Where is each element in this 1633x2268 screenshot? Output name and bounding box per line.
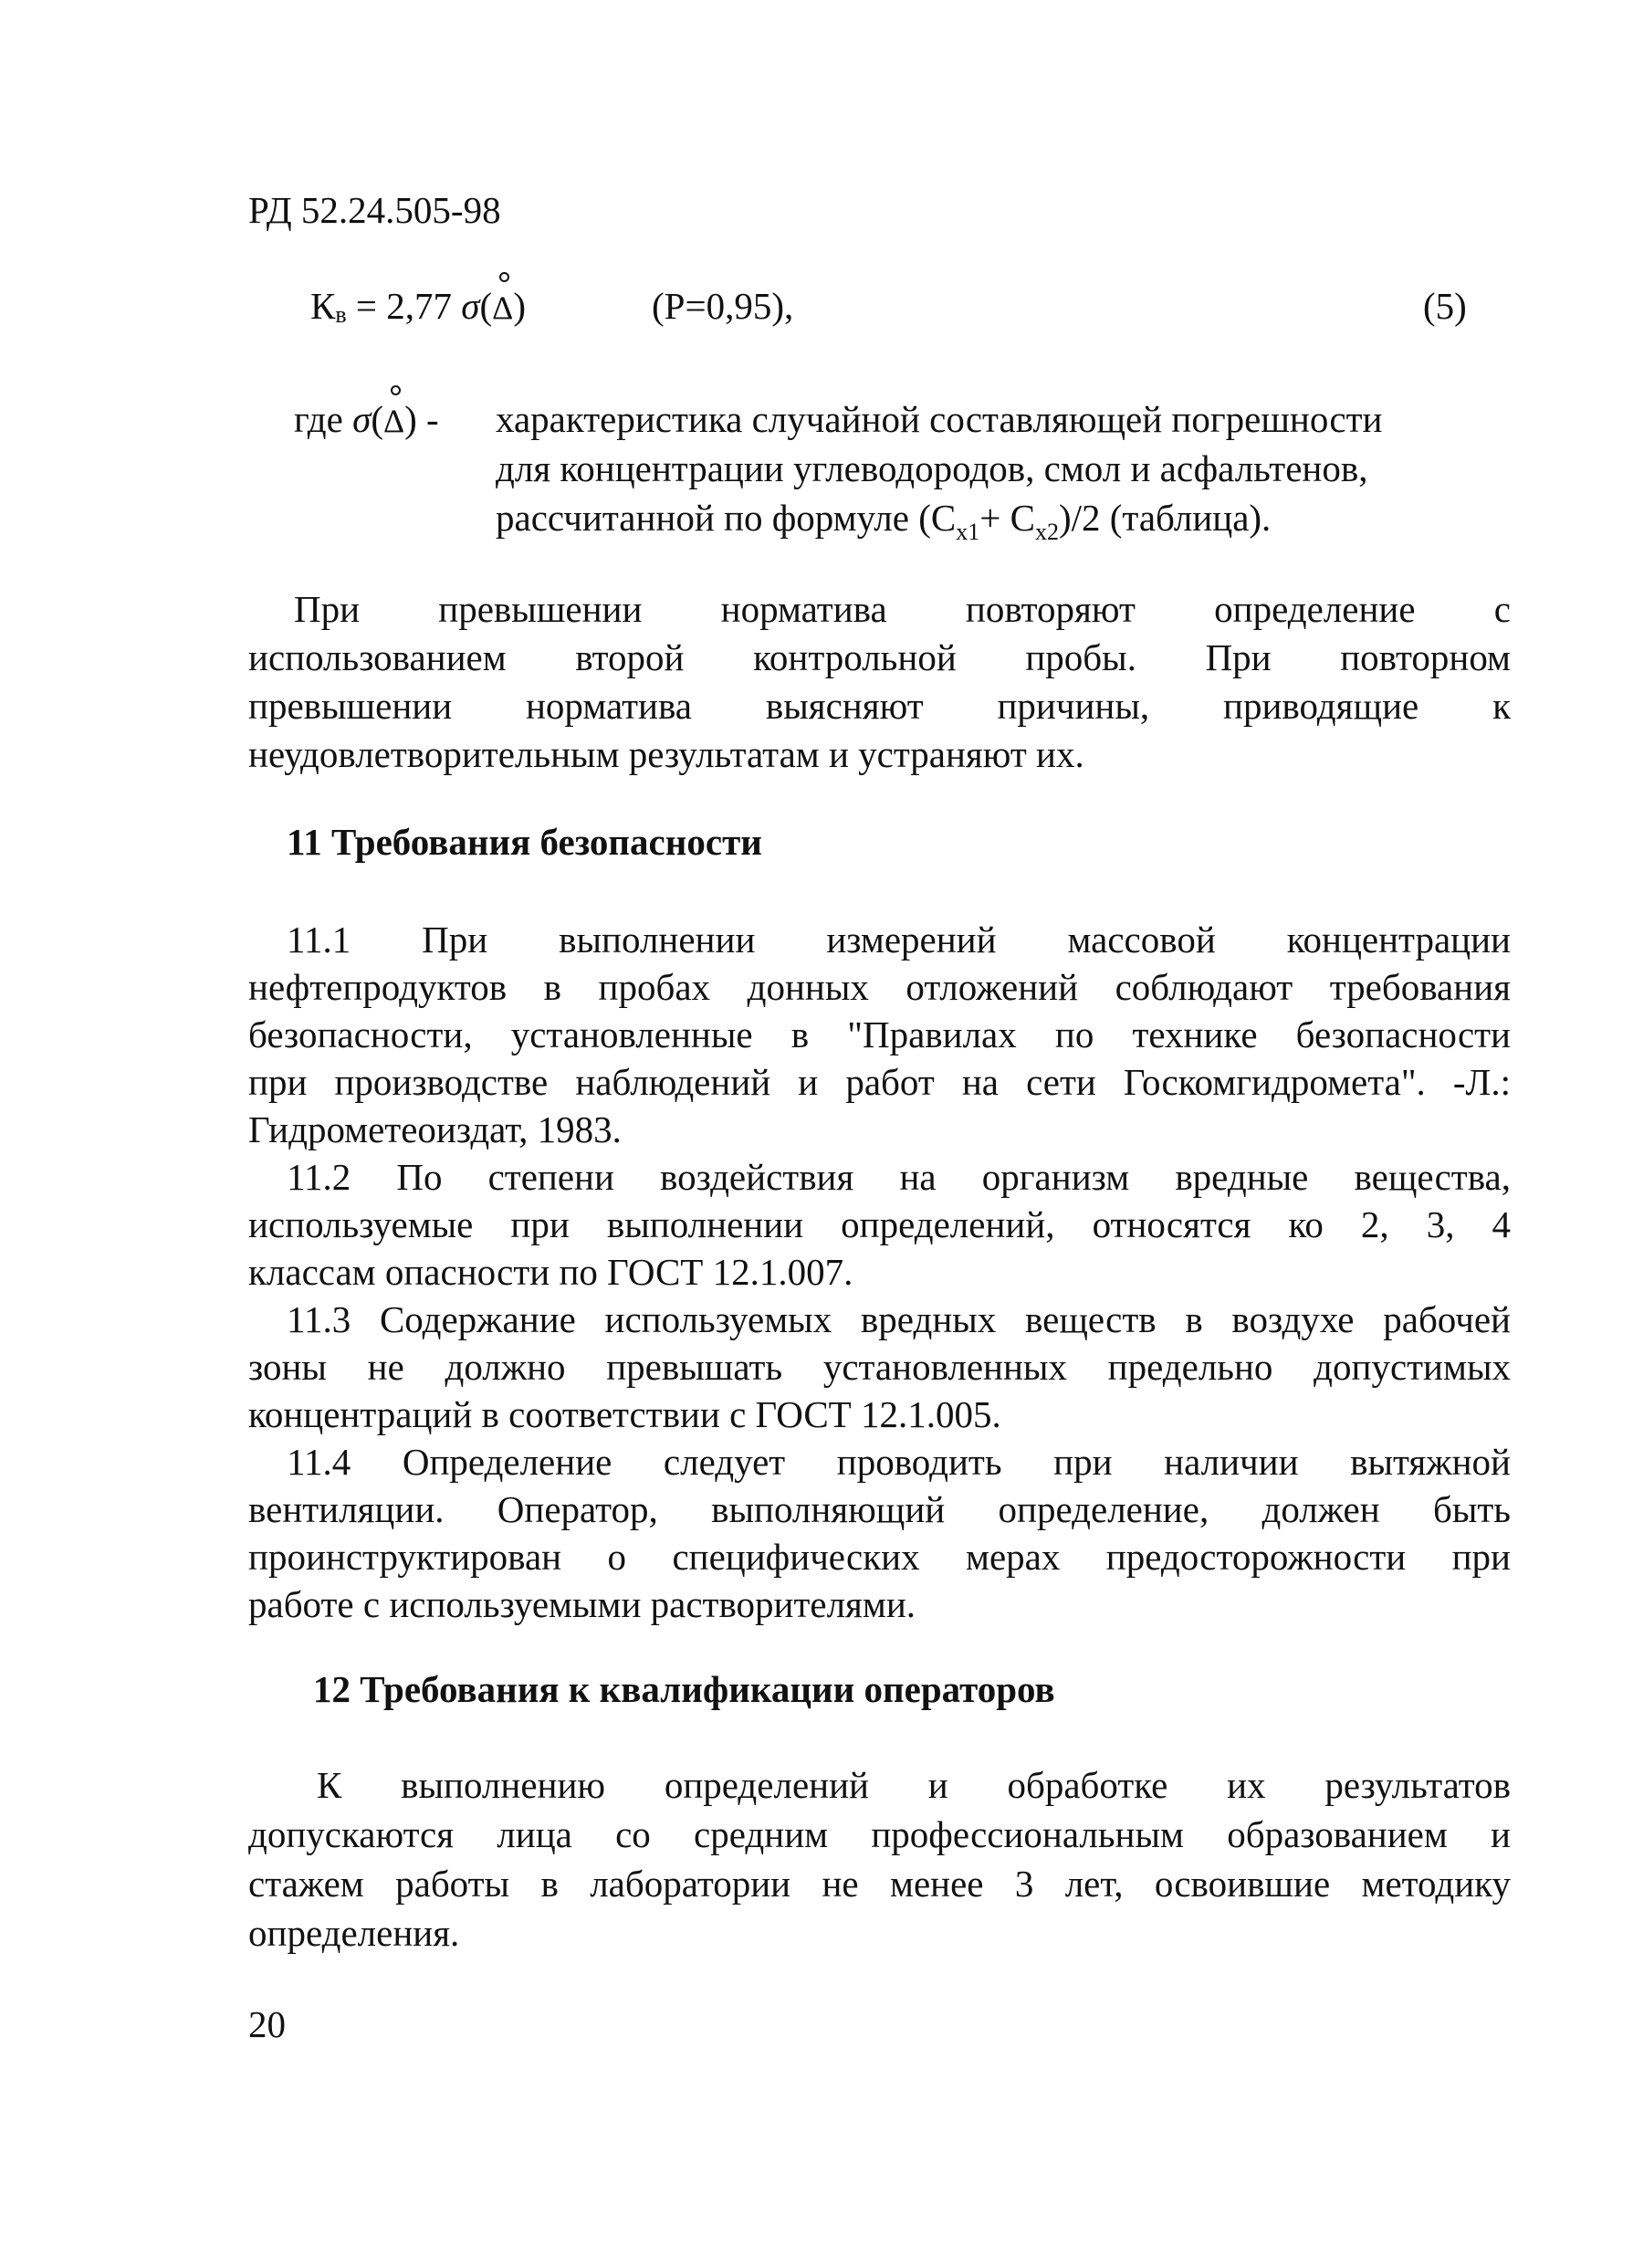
paragraph-line: неудовлетворительным результатам и устраняют их.	[248, 733, 1084, 775]
section-12-heading: 12 Требования к квалификации операторов	[313, 1668, 1055, 1710]
where-lead: где σ(Δ) -	[294, 394, 439, 446]
paragraph-line: классам опасности по ГОСТ 12.1.007.	[248, 1251, 853, 1293]
where-line-3-text-a: рассчитанной по формуле (С	[496, 497, 957, 539]
paragraph-line: безопасности, установленные в "Правилах по технике безопасности	[248, 1013, 1511, 1055]
where-dash: -	[426, 398, 439, 440]
paragraph-line: проинструктирован о специфических мерах предосторожности при	[248, 1536, 1511, 1578]
paragraph-line: вентиляции. Оператор, выполняющий определение, должен быть	[248, 1488, 1511, 1530]
paragraph-line: 11.3 Содержание используемых вредных веществ в воздухе рабочей	[287, 1298, 1511, 1340]
paragraph-line: используемые при выполнении определений, относятся ко 2, 3, 4	[248, 1203, 1511, 1245]
paragraph-line: при производстве наблюдений и работ на сети Госкомгидромета". -Л.:	[248, 1061, 1511, 1103]
formula-coefficient: 2,77	[386, 285, 453, 327]
paragraph-line: нефтепродуктов в пробах донных отложений соблюдают требования	[248, 966, 1511, 1008]
paragraph-line: При превышении норматива повторяют определение с	[294, 588, 1511, 630]
paragraph-line: превышении норматива выясняют причины, приводящие к	[248, 685, 1511, 727]
paragraph-line: К выполнению определений и обработке их результатов	[317, 1764, 1511, 1806]
subscript-x1: x1	[956, 519, 980, 545]
where-line-2: для концентрации углеводородов, смол и асфальтенов,	[496, 447, 1368, 489]
formula-equals: =	[355, 285, 378, 327]
formula-lhs-subscript: в	[335, 301, 347, 328]
page-number: 20	[248, 2003, 286, 2045]
paragraph-line: 11.4 Определение следует проводить при наличии вытяжной	[287, 1441, 1511, 1483]
where-line-3-text-b: + С	[979, 497, 1035, 539]
formula-lhs: К	[310, 285, 336, 327]
where-line-3-text-c: )/2 (таблица).	[1058, 497, 1272, 539]
paragraph-line: использованием второй контрольной пробы. При повторном	[248, 636, 1511, 678]
paragraph-line: 11.1 При выполнении измерений массовой концентрации	[287, 919, 1511, 961]
paragraph-line: определения.	[248, 1912, 460, 1954]
section-11-heading: 11 Требования безопасности	[287, 821, 762, 863]
where-sigma: σ	[352, 398, 372, 440]
paragraph-line: работе с используемыми растворителями.	[248, 1583, 916, 1625]
paragraph-line: зоны не должно превышать установленных предельно допустимых	[248, 1346, 1511, 1388]
formula-line: Кв = 2,77 σ(Δ)	[310, 281, 526, 340]
where-delta: Δ	[383, 396, 404, 446]
where-word: где	[294, 398, 343, 440]
paragraph-line: стажем работы в лаборатории не менее 3 лет, освоившие методику	[248, 1863, 1511, 1905]
where-line-3	[496, 493, 1271, 557]
formula-sigma: σ	[461, 285, 480, 327]
paragraph-line: Гидрометеоиздат, 1983.	[248, 1108, 622, 1150]
formula-probability: (P=0,95),	[652, 285, 794, 327]
paragraph-line: 11.2 По степени воздействия на организм вредные вещества,	[287, 1156, 1511, 1198]
where-line-1: характеристика случайной составляющей погрешности	[496, 398, 1383, 440]
formula-number: (5)	[1423, 285, 1467, 327]
subscript-x2: x2	[1034, 519, 1059, 545]
paragraph-line: допускаются лица со средним профессиональным образованием и	[248, 1813, 1511, 1855]
paragraph-line: концентраций в соответствии с ГОСТ 12.1.005.	[248, 1393, 1001, 1435]
document-code: РД 52.24.505-98	[248, 189, 501, 231]
formula-delta: Δ	[492, 283, 513, 332]
